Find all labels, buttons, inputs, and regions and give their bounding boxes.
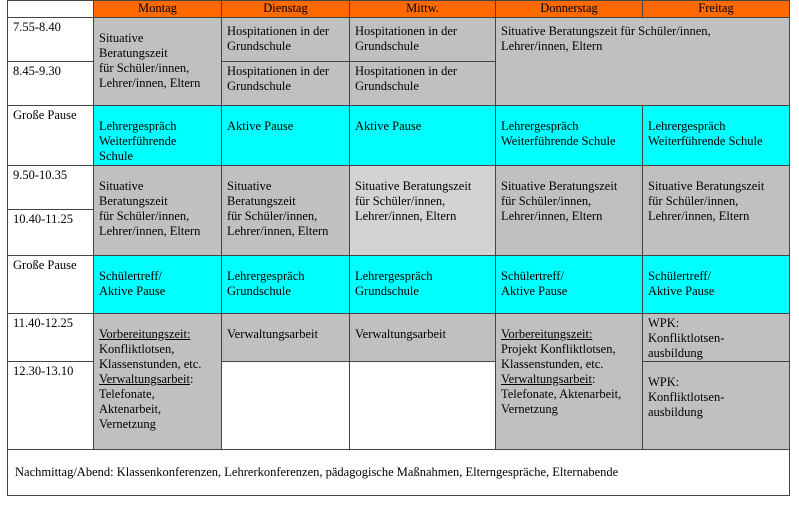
header-row [8,1,790,18]
cell-text-line: Lehrergespräch [227,269,305,283]
cell-text-line: Lehrergespräch [501,119,579,133]
cell-text-line: Lehrer/innen, Eltern [501,209,603,223]
mon-prep-line-2: Klassenstunden, etc. [99,357,202,371]
mon-admin-colon: : [189,372,194,386]
cell-wed-break-1 [350,106,496,166]
cell-tue-observation-1 [222,18,350,62]
footer-note: Nachmittag/Abend: Klassenkonferenzen, Lehrerkonferenzen, pädagogische Maßnahmen, Elterngespräche, Elternabende [8,450,790,496]
cell-text-line: Verwaltungsarbeit [227,327,318,341]
cell-text-line: Aktive Pause [355,119,422,133]
cell-mon-counseling-1 [94,18,222,106]
time-slot-6: 12.30-13.10 [8,362,94,450]
table-row [8,18,790,62]
cell-text-line: Weiterführende [99,134,177,148]
cell-text-line: Grundschule [227,39,291,53]
cell-wed-counseling-2 [350,166,496,256]
cell-text-line: Hospitationen in der [227,64,330,78]
break-label-1: Große Pause [8,106,94,166]
cell-text-line: Situative Beratungszeit [648,179,765,193]
thu-prep-line-2: Klassenstunden, etc. [501,357,604,371]
mon-admin-heading: Verwaltungsarbeit [99,372,190,386]
cell-thu-admin [496,314,643,450]
mon-admin-line-2: Aktenarbeit, [99,402,162,416]
cell-text-line: Aktive Pause [99,284,166,298]
time-slot-1: 7.55-8.40 [8,18,94,62]
cell-wed-admin [350,314,496,362]
cell-text-line: für Schüler/innen, [355,194,446,208]
cell-text-line: Grundschule [227,284,291,298]
cell-text-line: Konfliktlotsen- [648,390,725,404]
cell-text-line: Schülertreff/ [501,269,564,283]
cell-text-line: Aktive Pause [227,119,294,133]
cell-fri-wpk-2 [643,362,790,450]
cell-fri-wpk-1 [643,314,790,362]
cell-text-line: für Schüler/innen, [648,194,739,208]
cell-wed-observation-1 [350,18,496,62]
cell-text-line: für Schüler/innen, [99,61,190,75]
cell-mon-admin [94,314,222,450]
thu-prep-line-1: Projekt Konfliktlotsen, [501,342,616,356]
cell-text-line: Weiterführende Schule [501,134,616,148]
header-day-monday: Montag [94,1,222,18]
cell-text-line: ausbildung [648,346,703,360]
cell-tue-break-1 [222,106,350,166]
cell-text-line: Hospitationen in der [355,24,458,38]
cell-tue-counseling-2 [222,166,350,256]
cell-text-line: Lehrergespräch [99,119,177,133]
cell-tue-break-2 [222,256,350,314]
cell-text-line: für Schüler/innen, [99,209,190,223]
cell-text-line: WPK: [648,375,680,389]
time-slot-3: 9.50-10.35 [8,166,94,210]
cell-text-line: ausbildung [648,405,703,419]
cell-text-line: Situative [99,179,144,193]
cell-mon-break-1 [94,106,222,166]
cell-wed-empty [350,362,496,450]
cell-wed-break-2 [350,256,496,314]
table-row [8,314,790,362]
cell-text-line: Lehrer/innen, Eltern [355,209,457,223]
cell-text-line: WPK: [648,316,680,330]
cell-text-line: Lehrergespräch [648,119,726,133]
cell-text-line: Lehrer/innen, Eltern [648,209,750,223]
cell-text-line: Lehrer/innen, Eltern [227,224,329,238]
cell-fri-break-2 [643,256,790,314]
break-label-2: Große Pause [8,256,94,314]
cell-thu-counseling-2 [496,166,643,256]
mon-admin-line-1: Telefonate, [99,387,155,401]
cell-text-line: Hospitationen in der [227,24,330,38]
thu-admin-heading: Verwaltungsarbeit [501,372,592,386]
table-row [8,256,790,314]
cell-text-line: Grundschule [355,39,419,53]
time-slot-5: 11.40-12.25 [8,314,94,362]
cell-text-line: Situative [99,31,144,45]
cell-text-line: Schule [99,149,134,163]
cell-thu-break-2 [496,256,643,314]
cell-mon-counseling-2 [94,166,222,256]
cell-text-line: Grundschule [355,79,419,93]
mon-admin-line-3: Vernetzung [99,417,156,431]
time-slot-2: 8.45-9.30 [8,62,94,106]
cell-text-line: für Schüler/innen, [227,209,318,223]
cell-wed-observation-2 [350,62,496,106]
thu-admin-line-2: Vernetzung [501,402,558,416]
table-row [8,106,790,166]
cell-text-line: Lehrer/innen, Eltern [501,39,603,53]
thu-admin-colon: : [591,372,596,386]
time-slot-4: 10.40-11.25 [8,210,94,256]
cell-tue-empty [222,362,350,450]
header-day-thursday: Donnerstag [496,1,643,18]
cell-text-line: Beratungszeit [227,194,296,208]
cell-text-line: Lehrer/innen, Eltern [99,76,201,90]
header-day-tuesday: Dienstag [222,1,350,18]
thu-prep-heading: Vorbereitungszeit: [501,327,593,341]
cell-text-line: Situative Beratungszeit [501,179,618,193]
cell-text-line: Schülertreff/ [648,269,711,283]
table-row [8,166,790,210]
cell-text-line: Lehrergespräch [355,269,433,283]
cell-tue-observation-2 [222,62,350,106]
thu-admin-line-1: Telefonate, Aktenarbeit, [501,387,622,401]
cell-mon-break-2 [94,256,222,314]
cell-text-line: Beratungszeit [99,46,168,60]
cell-text-line: Hospitationen in der [355,64,458,78]
cell-fri-counseling-2 [643,166,790,256]
cell-text-line: Situative Beratungszeit für Schüler/innen, [501,24,711,38]
cell-text-line: Beratungszeit [99,194,168,208]
cell-text-line: Verwaltungsarbeit [355,327,446,341]
cell-text-line: Grundschule [227,79,291,93]
header-day-wednesday: Mittw. [350,1,496,18]
cell-text-line: Aktive Pause [501,284,568,298]
cell-text-line: Grundschule [355,284,419,298]
cell-tue-admin [222,314,350,362]
cell-text-line: Konfliktlotsen- [648,331,725,345]
cell-thu-break-1 [496,106,643,166]
mon-prep-line-1: Konfliktlotsen, [99,342,175,356]
cell-text-line: Schülertreff/ [99,269,162,283]
header-day-friday: Freitag [643,1,790,18]
cell-text-line: Lehrer/innen, Eltern [99,224,201,238]
mon-prep-heading: Vorbereitungszeit: [99,327,191,341]
cell-thu-fri-counseling-1 [496,18,790,106]
cell-text-line: für Schüler/innen, [501,194,592,208]
cell-fri-break-1 [643,106,790,166]
header-corner [8,1,94,18]
cell-text-line: Weiterführende Schule [648,134,763,148]
footer-row [8,450,790,496]
cell-text-line: Situative Beratungszeit [355,179,472,193]
cell-text-line: Aktive Pause [648,284,715,298]
cell-text-line: Situative [227,179,272,193]
weekly-schedule-table [7,0,790,496]
